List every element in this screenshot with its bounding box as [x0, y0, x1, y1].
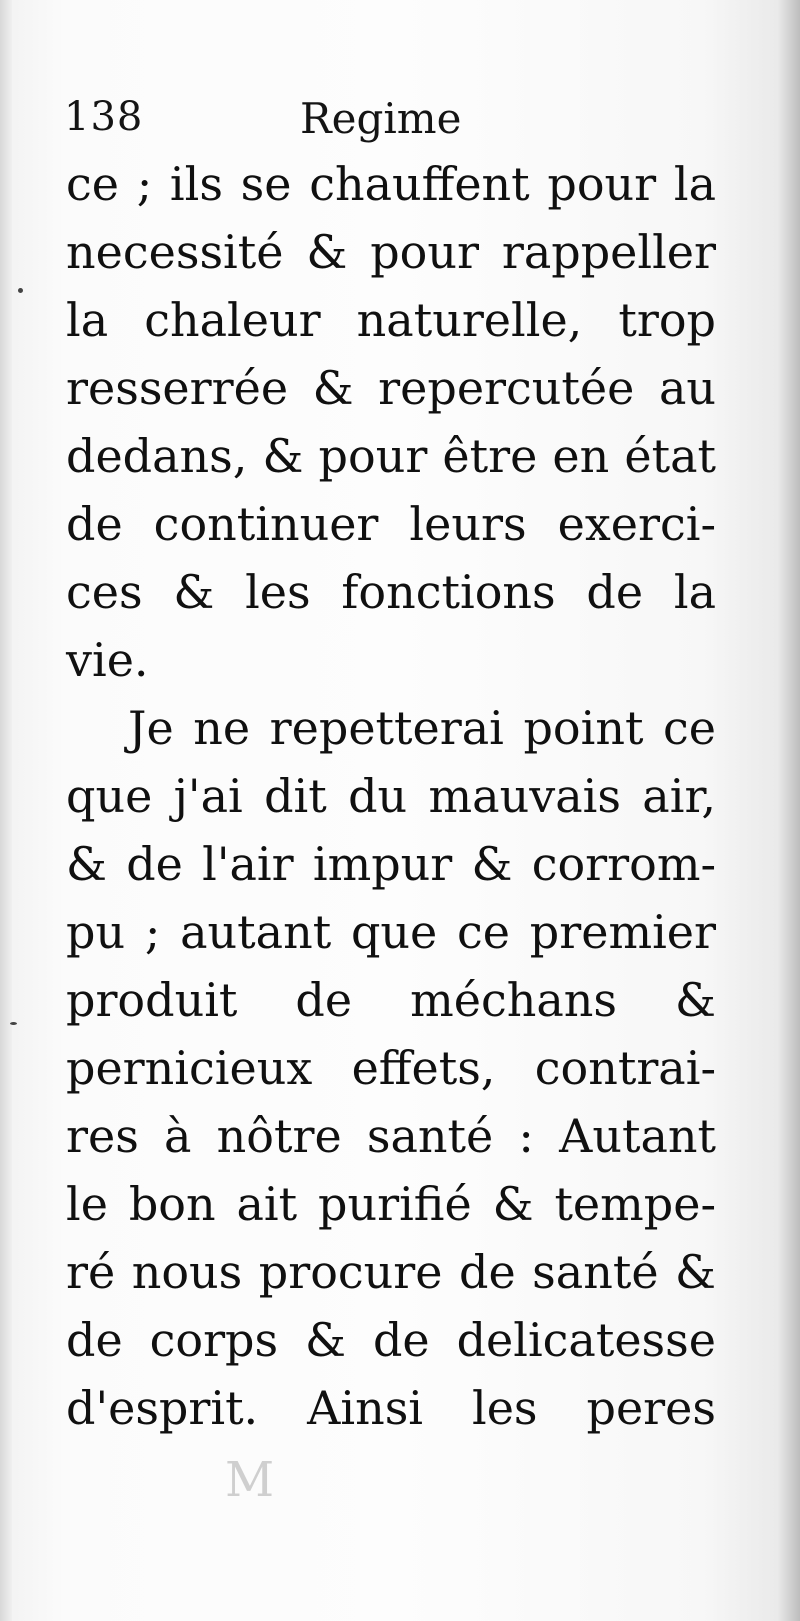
text-line: ces & les fonctions de la — [66, 565, 716, 619]
text-line: de continuer leurs exerci- — [66, 497, 716, 551]
page-left-shadow — [0, 0, 12, 1621]
text-line: resserrée & repercutée au — [66, 361, 716, 415]
running-head — [64, 94, 704, 154]
text-line: produit de méchans & — [66, 973, 716, 1027]
page-number: 138 — [64, 94, 144, 140]
text-line: dedans, & pour être en état — [66, 429, 716, 483]
page-right-shadow — [778, 0, 800, 1621]
ink-speck — [10, 1022, 17, 1025]
text-line: vie. — [66, 633, 149, 687]
text-line: pu ; autant que ce premier — [66, 905, 716, 959]
text-line: & de l'air impur & corrom- — [66, 837, 716, 891]
text-line: d'esprit. Ainsi les peres — [66, 1381, 716, 1435]
body-text — [66, 150, 716, 1442]
text-line: ré nous procure de santé & — [66, 1245, 716, 1299]
text-line: res à nôtre santé : Autant — [66, 1109, 716, 1163]
text-line: que j'ai dit du mauvais air, — [66, 769, 716, 823]
text-line: necessité & pour rappeller — [66, 225, 716, 279]
text-line: pernicieux effets, contrai- — [66, 1041, 716, 1095]
ink-speck — [18, 288, 23, 293]
text-line: ce ; ils se chauffent pour la — [66, 157, 716, 211]
header-title: Regime — [300, 94, 462, 143]
signature-mark: M — [225, 1452, 275, 1508]
text-line: Je ne repetterai point ce — [128, 701, 716, 755]
text-line: le bon ait purifié & tempe- — [66, 1177, 716, 1231]
text-line: la chaleur naturelle, trop — [66, 293, 716, 347]
text-line: de corps & de delicatesse — [66, 1313, 716, 1367]
